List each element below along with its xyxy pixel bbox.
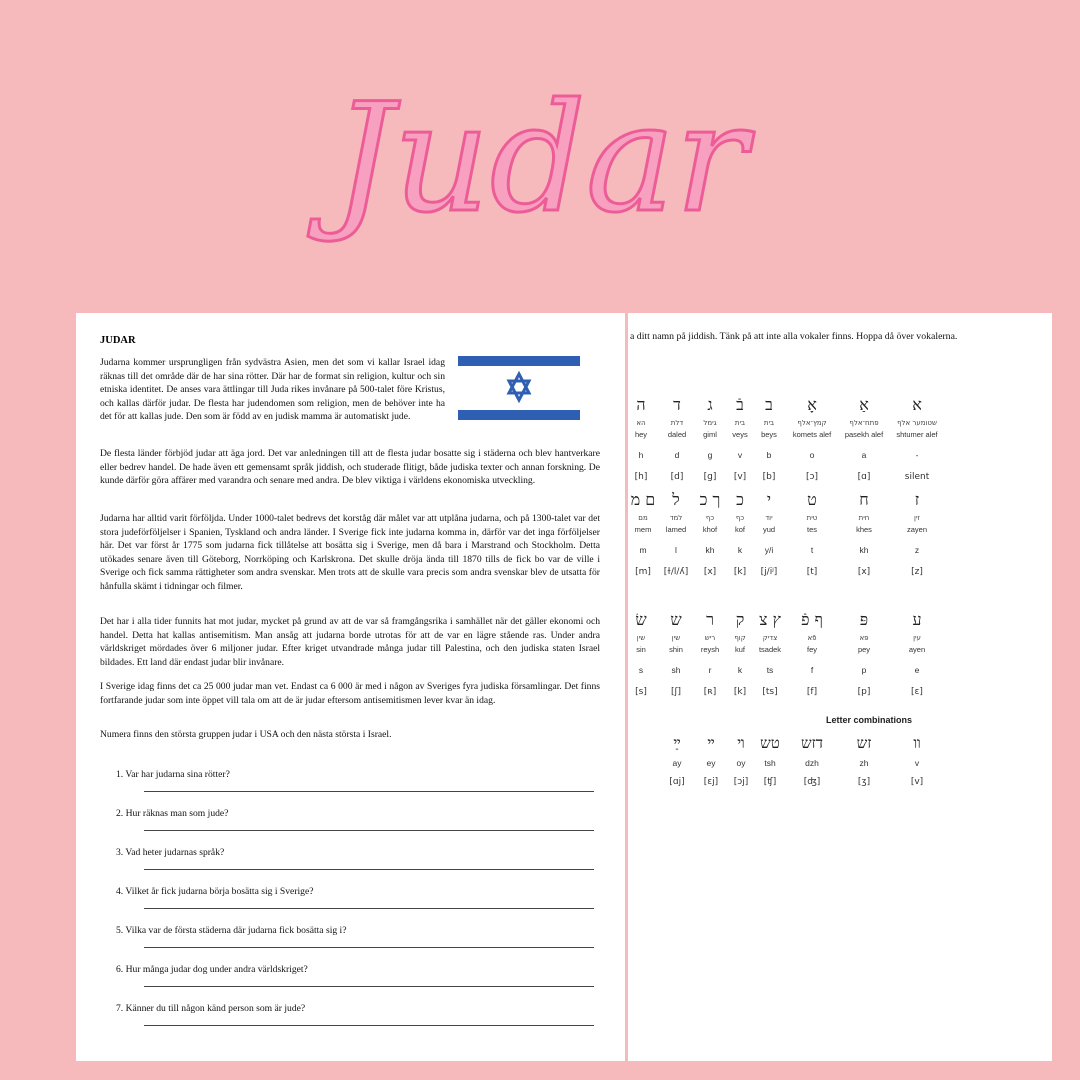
combination-ipa: [ʒ]	[857, 777, 871, 787]
letter-latin: ts	[766, 665, 774, 675]
letter-glyph: ע	[912, 610, 922, 629]
combination-glyph: זש	[856, 734, 872, 752]
letter-latin: y/i	[764, 545, 774, 555]
letter-hebrew-name: חית	[858, 514, 870, 522]
letter-name: komets alef	[792, 430, 832, 439]
question-text: 1. Var har judarna sina rötter?	[116, 769, 230, 780]
letter-ipa: [z]	[911, 567, 923, 577]
letter-name: fey	[806, 645, 817, 654]
question-item	[116, 886, 606, 897]
letter-glyph: ב	[765, 395, 773, 414]
answer-line	[144, 791, 594, 792]
letter-ipa: [s]	[635, 687, 647, 697]
question-text: 5. Vilka var de första städerna där judarna fick bosätta sig i?	[116, 925, 347, 936]
letter-ipa: silent	[904, 472, 930, 482]
question-item	[116, 925, 606, 936]
letter-ipa: [d]	[670, 472, 684, 482]
alphabet-cell	[841, 610, 887, 699]
question-text: 2. Hur räknas man som jude?	[116, 808, 229, 819]
question-item	[116, 847, 606, 858]
letter-name: daled	[667, 430, 687, 439]
letter-glyph: ח	[859, 490, 869, 509]
letter-hebrew-name: למד	[669, 514, 683, 522]
combination-cell	[838, 733, 890, 791]
letter-latin: r	[708, 665, 712, 675]
letter-ipa: [b]	[762, 472, 776, 482]
letter-hebrew-name: יוד	[765, 514, 773, 522]
letter-latin: t	[810, 545, 814, 555]
combination-cell	[891, 733, 943, 791]
paragraph-largest-groups: Numera finns den största gruppen judar i USA och den nästa största i Israel.	[100, 729, 392, 740]
combination-glyph: דזש	[800, 734, 824, 752]
letter-hebrew-name: שין	[671, 634, 681, 642]
combination-latin: ey	[706, 758, 716, 768]
combination-ipa: [ʧ]	[763, 777, 777, 787]
letter-glyph: ף פֿ	[801, 610, 823, 629]
letter-glyph: ט	[807, 490, 817, 509]
letter-latin: v	[737, 450, 743, 460]
combination-ipa: [v]	[910, 777, 924, 787]
letter-glyph: ד	[673, 395, 681, 414]
letter-latin: z	[914, 545, 920, 555]
letter-name: sin	[636, 645, 646, 654]
letter-hebrew-name: טית	[806, 514, 818, 522]
letter-glyph: בֿ	[736, 395, 744, 414]
combination-latin: oy	[736, 758, 746, 768]
answer-line	[144, 869, 594, 870]
letter-name: pasekh alef	[844, 430, 884, 439]
letter-hebrew-name: דלת	[670, 419, 684, 427]
combination-glyph: טש	[760, 734, 780, 752]
combination-latin: tsh	[764, 758, 776, 768]
title-text: Judar	[333, 72, 747, 246]
letter-hebrew-name: צדיק	[762, 634, 778, 642]
letter-ipa: [p]	[857, 687, 871, 697]
letter-name: pey	[857, 645, 871, 654]
letter-name: hey	[634, 430, 648, 439]
letter-name: kof	[734, 525, 745, 534]
letter-hebrew-name: גימל	[703, 419, 717, 427]
alphabet-cell	[789, 395, 835, 484]
paragraph-origins: Judarna kommer ursprungligen från sydvästra Asien, men det som vi kallar Israel idag räknas till det område där de har sina rötter. Där har de format sin religion, kultur och sin etniska identitet. De anses vara ättlingar till Juda rikes invånare på 500-talet före Kristus, och kallas därför judar. De flesta har judendomen som religion, men de behöver inte ha det för att kallas jude. Den som är född av en judisk mamma är automatiskt jude.	[100, 357, 445, 423]
alphabet-cell	[841, 395, 887, 484]
letter-ipa: [f]	[806, 687, 818, 697]
letter-hebrew-name: בית	[763, 419, 775, 427]
letter-glyph: ל	[672, 490, 680, 509]
letter-hebrew-name: קמץ־אלף	[797, 419, 827, 427]
letter-hebrew-name: מם	[638, 514, 648, 522]
alphabet-cell	[841, 490, 887, 579]
answer-line	[144, 908, 594, 909]
letter-glyph: א	[912, 395, 922, 414]
letter-glyph: כ	[736, 490, 744, 509]
letter-glyph: שׂ	[635, 610, 647, 629]
question-text: 7. Känner du till någon känd person som är jude?	[116, 1003, 306, 1014]
letter-latin: kh	[859, 545, 869, 555]
letter-name: beys	[761, 430, 777, 439]
letter-name: shin	[669, 645, 683, 654]
letter-latin: l	[675, 545, 677, 555]
combination-latin: zh	[859, 758, 869, 768]
letter-latin: sh	[671, 665, 681, 675]
letter-name: giml	[703, 430, 717, 439]
combination-glyph: ײ	[707, 734, 715, 752]
letter-hebrew-name: פּא	[859, 634, 869, 642]
letter-latin: h	[638, 450, 644, 460]
letter-name: tes	[806, 525, 817, 534]
letter-glyph: אָ	[807, 395, 817, 414]
letter-ipa: [ɛ]	[911, 687, 923, 697]
letter-latin: g	[707, 450, 713, 460]
alphabet-cell	[789, 610, 835, 699]
combination-glyph: װ	[913, 734, 921, 752]
letter-hebrew-name: ריש	[704, 634, 716, 642]
answer-line	[144, 1025, 594, 1026]
question-item	[116, 808, 606, 819]
alphabet-cell	[746, 490, 792, 579]
letter-name: lamed	[665, 525, 687, 534]
alphabet-cell	[894, 395, 940, 484]
letter-name: khes	[856, 525, 872, 534]
letter-latin: -	[915, 450, 919, 460]
letter-hebrew-name: כף	[705, 514, 715, 522]
letter-hebrew-name: פתח־אלף	[849, 419, 879, 427]
question-item	[116, 964, 606, 975]
letter-glyph: ך כ	[699, 490, 721, 509]
israel-flag-image	[458, 353, 580, 423]
letter-latin: m	[639, 545, 647, 555]
question-text: 6. Hur många judar dog under andra världskriget?	[116, 964, 308, 975]
letter-ipa: [h]	[634, 472, 648, 482]
alphabet-cell	[746, 395, 792, 484]
letter-glyph: פּ	[859, 610, 869, 629]
letter-ipa: [ɫ/l/ʎ]	[663, 567, 689, 577]
letter-glyph: י	[766, 490, 772, 509]
letter-latin: o	[809, 450, 815, 460]
letter-glyph: ג	[707, 395, 713, 414]
letter-ipa: [m]	[635, 567, 651, 577]
paragraph-sweden-today: I Sverige idag finns det ca 25 000 judar man vet. Endast ca 6 000 är med i någon av Sveriges fyra judiska församlingar. Det finns fortfarande judar som inte öppet vill tala om att de är judar eftersom antisemitismen lever kvar än idag.	[100, 681, 600, 706]
letter-glyph: ק	[735, 610, 745, 629]
letter-ipa: [ʃ]	[670, 687, 682, 697]
letter-ipa: [ɔ]	[806, 472, 818, 482]
alphabet-cell	[789, 490, 835, 579]
page-title	[0, 60, 1080, 290]
letter-latin: kh	[705, 545, 715, 555]
paragraph-occupations: De flesta länder förbjöd judar att äga jord. Det var anledningen till att de flesta judar bosatte sig i städerna och blev hantverkare eller bedrev handel. De hade även ett gemensamt språk jiddish, och studerade flitigt, både judiska texter och annan forskning. De kunde därför göra affärer med varandra och senare med andra. De blev viktiga i världens ekonomiska utveckling.	[100, 448, 600, 487]
letter-latin: f	[810, 665, 814, 675]
letter-latin: k	[737, 665, 743, 675]
letter-hebrew-name: שין	[636, 634, 646, 642]
alphabet-cell	[894, 490, 940, 579]
question-item	[116, 1003, 606, 1014]
combination-ipa: [ɛj]	[703, 777, 719, 787]
letter-name: shtumer alef	[896, 430, 938, 439]
combination-ipa: [ʤ]	[803, 777, 821, 787]
letter-name: reysh	[700, 645, 720, 654]
letter-name: tsadek	[758, 645, 782, 654]
letter-hebrew-name: פֿא	[807, 634, 817, 642]
combination-cell	[786, 733, 838, 791]
letter-glyph: ז	[914, 490, 920, 509]
letter-ipa: [j/iʲ]	[760, 567, 778, 577]
worksheet-right-page	[628, 313, 1052, 1061]
letter-ipa: [ʀ]	[703, 687, 717, 697]
letter-name: veys	[732, 430, 748, 439]
letter-combinations-heading: Letter combinations	[826, 715, 913, 725]
instruction-text: a ditt namn på jiddish. Tänk på att inte alla vokaler finns. Hoppa då över vokalerna.	[630, 331, 958, 342]
letter-hebrew-name: שטומער אלף	[897, 419, 937, 427]
letter-name: ayen	[908, 645, 926, 654]
letter-ipa: [t]	[806, 567, 818, 577]
letter-glyph: ש	[670, 610, 682, 629]
letter-ipa: [g]	[703, 472, 717, 482]
letter-latin: p	[861, 665, 867, 675]
letter-latin: s	[638, 665, 644, 675]
letter-hebrew-name: עין	[913, 634, 921, 642]
letter-latin: d	[674, 450, 680, 460]
letter-ipa: [ɑ]	[857, 472, 871, 482]
answer-line	[144, 947, 594, 948]
combination-glyph: ײַ	[673, 734, 681, 752]
combination-latin: v	[914, 758, 920, 768]
letter-glyph: ם מ	[630, 490, 656, 509]
answer-line	[144, 986, 594, 987]
question-text: 4. Vilket år fick judarna börja bosätta sig i Sverige?	[116, 886, 314, 897]
letter-hebrew-name: בית	[734, 419, 746, 427]
letter-ipa: [ts]	[762, 687, 778, 697]
letter-hebrew-name: זין	[914, 514, 920, 522]
letter-glyph: ה	[636, 395, 646, 414]
letter-name: khof	[702, 525, 718, 534]
letter-ipa: [k]	[733, 687, 747, 697]
question-item	[116, 769, 606, 780]
letter-name: yud	[762, 525, 776, 534]
alphabet-cell	[894, 610, 940, 699]
letter-latin: a	[861, 450, 867, 460]
alphabet-cell	[747, 610, 793, 699]
letter-latin: k	[737, 545, 743, 555]
combination-ipa: [ɔj]	[733, 777, 749, 787]
question-text: 3. Vad heter judarnas språk?	[116, 847, 225, 858]
letter-hebrew-name: הא	[636, 419, 646, 427]
letter-ipa: [x]	[857, 567, 871, 577]
letter-hebrew-name: קוף	[734, 634, 746, 642]
letter-name: mem	[634, 525, 652, 534]
combination-latin: dzh	[805, 758, 819, 768]
combination-ipa: [ɑj]	[669, 777, 685, 787]
letter-ipa: [v]	[733, 472, 747, 482]
worksheet-left-page	[76, 313, 625, 1061]
document-heading: JUDAR	[100, 335, 136, 346]
letter-ipa: [k]	[733, 567, 747, 577]
letter-glyph: אַ	[859, 395, 869, 414]
letter-name: kuf	[734, 645, 745, 654]
letter-glyph: ר	[706, 610, 714, 629]
letter-glyph: ץ צ	[759, 610, 781, 629]
paragraph-antisemitism: Det har i alla tider funnits hat mot judar, mycket på grund av att de var så framgångsrika i samhället när det gäller ekonomi och handel. Detta hat kallas antisemitism. Man ansåg att judarna borde utrotas för att de var en lägre stående ras. Under andra världskriget mördades över 6 miljoner judar. Efter kriget utvandrade många judar till Palestina, och den judiska staten Israel bildades. Ett land där endast judar blir invånare.	[100, 616, 600, 668]
paragraph-persecution: Judarna har alltid varit förföljda. Under 1000-talet bedrevs det korståg där målet var att utplåna judarna, och på 1300-talet var det stora judeförföljelser i Spanien, Tyskland och andra länder. I Sverige fick inte judarna komma in, därför var det inga förföljelser här. Det var först år 1775 som judarna fick tillåtelse att bosätta sig i Sverige, men då bara i Marstrand och Stockholm. Detta utökades senare även till Göteborg, Norrköping och Karlskrona. Det skulle dröja ända till 1870 tills de fick bo var de ville i Sverige och fick samma rättigheter som andra svenskar. Men trots att de skulle vara precis som andra svenskar blev de utsatta för hånfulla skämt i tidningar och filmer.	[100, 513, 600, 592]
letter-latin: e	[914, 665, 920, 675]
combination-glyph: ױ	[737, 734, 745, 752]
letter-ipa: [x]	[703, 567, 717, 577]
answer-line	[144, 830, 594, 831]
combination-latin: ay	[672, 758, 682, 768]
letter-name: zayen	[906, 525, 927, 534]
letter-hebrew-name: כף	[735, 514, 745, 522]
letter-latin: b	[766, 450, 772, 460]
